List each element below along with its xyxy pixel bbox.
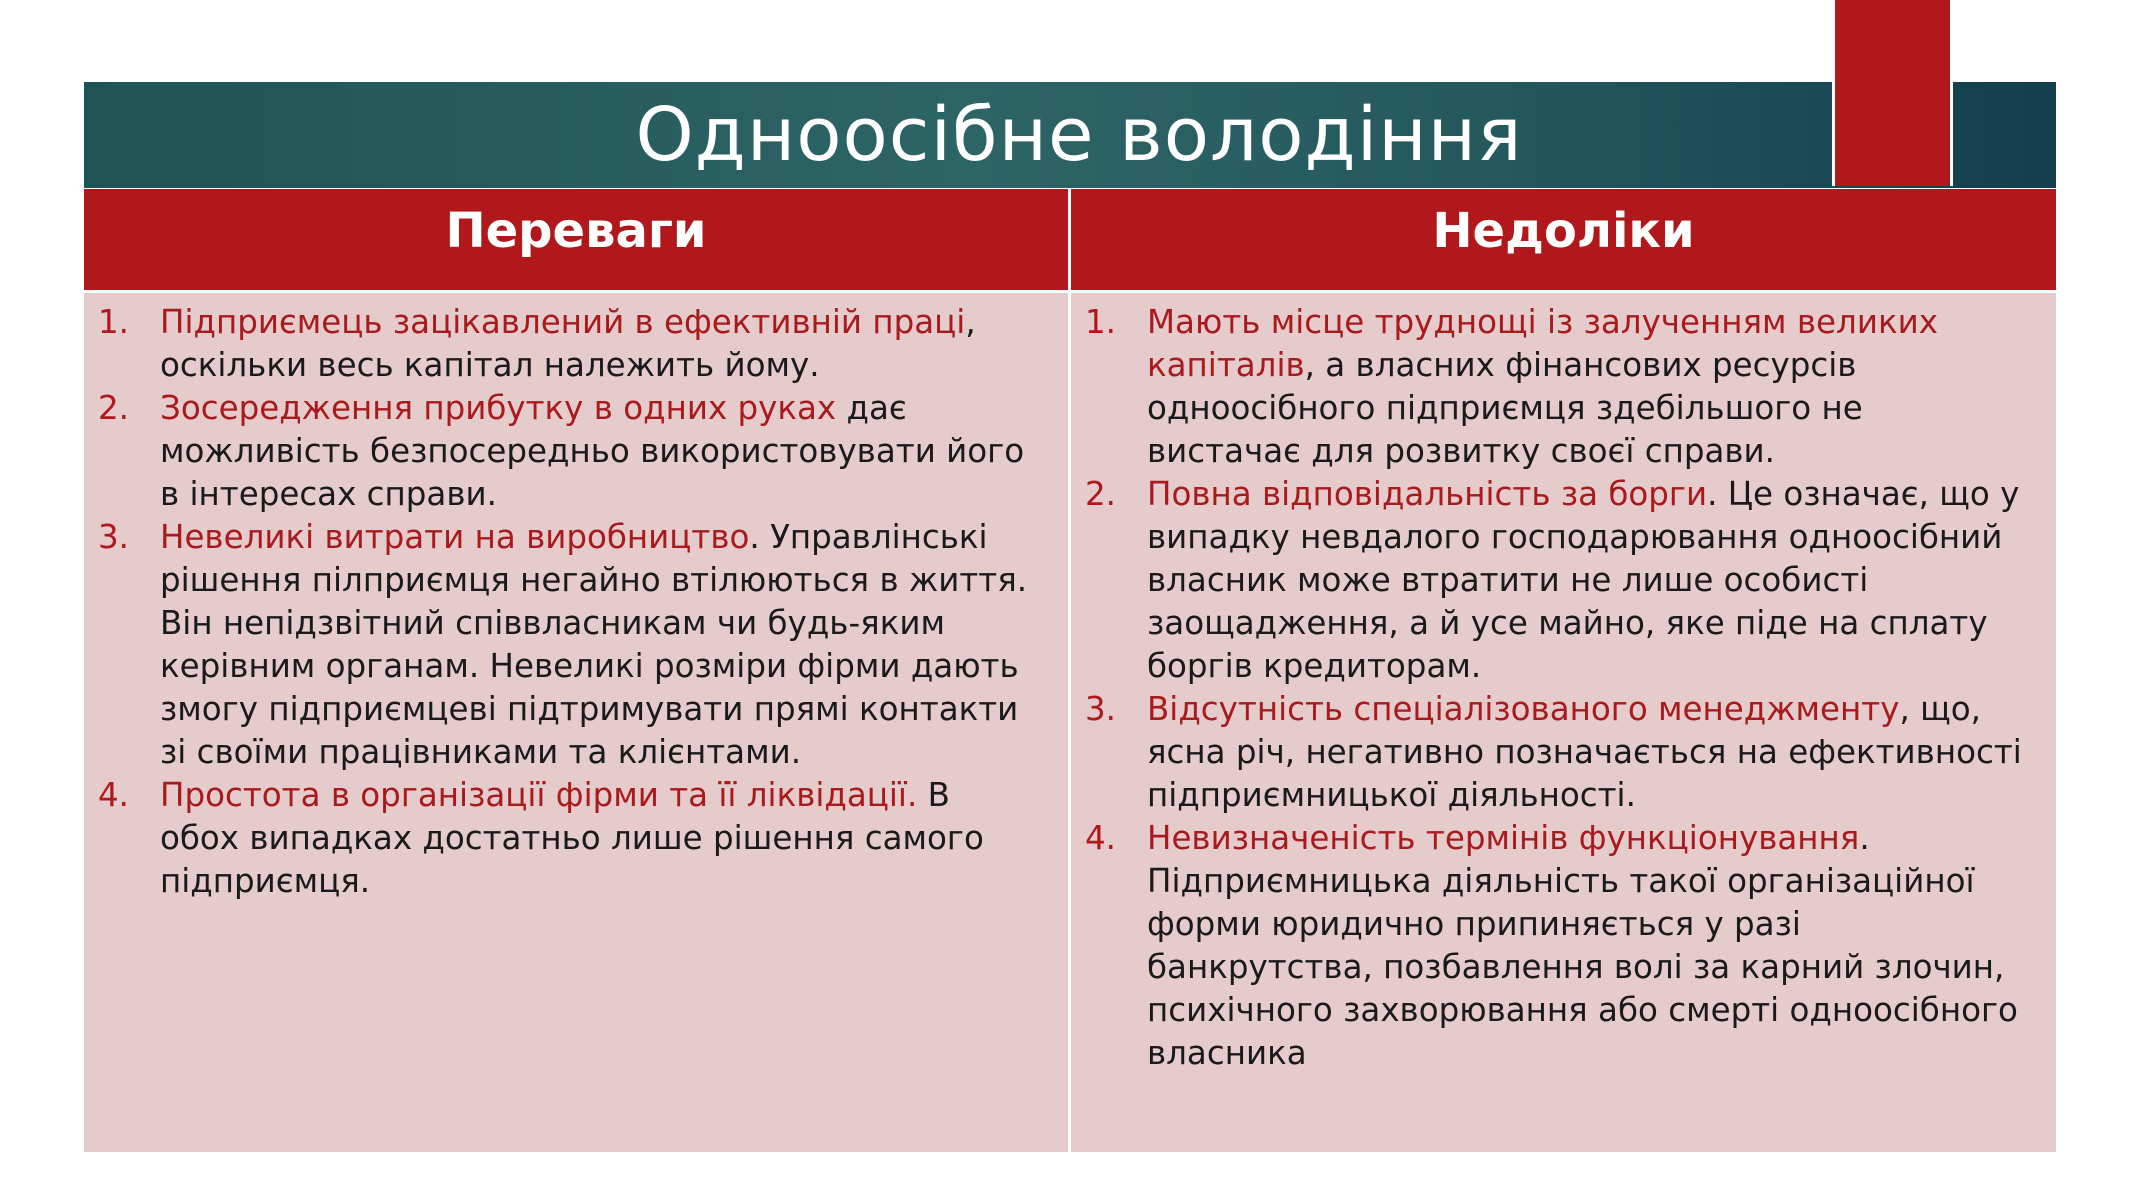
disadvantages-body [1071,293,2056,1152]
list-item [98,516,1038,774]
item-highlight: Відсутність спеціалізованого менеджменту [1147,690,1900,728]
item-text: , а власних фінансових ресурсів одноосібного підприємця здебільшого не вистачає для розвитку своєї справи. [1147,346,1863,470]
disadvantages-column [1071,189,2056,1152]
comparison-table [84,189,2056,1152]
item-text: , оскільки весь капітал належить йому. [160,303,976,384]
item-text: , що, ясна річ, негативно позначається на ефективності підприємницької діяльності. [1147,690,2022,814]
item-number: 3. [98,518,130,556]
accent-tab [1832,0,1953,186]
item-text: . Це означає, що у випадку невдалого господарювання одноосібний власник може втратити не лише особисті заощадження, а й усе майно, яке піде на сплату боргів кредиторам. [1147,475,2020,685]
advantages-list [98,301,1038,903]
list-item [1085,688,2026,817]
item-highlight: Невеликі витрати на виробництво [160,518,750,556]
list-item [98,301,1038,387]
list-item [1085,473,2026,688]
item-highlight: Невизначеність термінів функціонування [1147,819,1860,857]
list-item [98,387,1038,516]
disadvantages-list [1085,301,2026,1075]
item-number: 4. [1085,819,1117,857]
item-highlight: Повна відповідальність за борги [1147,475,1708,513]
item-text: дає можливість безпосередньо використовувати його в інтересах справи. [160,389,1025,513]
item-number: 2. [1085,475,1117,513]
item-highlight: Мають місце труднощі із залученням великих капіталів [1147,303,1938,384]
item-text: В обох випадках достатньо лише рішення самого підприємця. [160,776,984,900]
list-item [1085,301,2026,473]
item-number: 1. [1085,303,1117,341]
advantages-column [84,189,1068,1152]
list-item [98,774,1038,903]
advantages-header: Переваги [84,189,1068,293]
slide-title: Одноосібне володіння [635,92,1523,178]
item-highlight: Підприємець зацікавлений в ефективній праці [160,303,966,341]
item-number: 1. [98,303,130,341]
disadvantages-header: Недоліки [1071,189,2056,293]
item-highlight: Простота в організації фірми та її ліквідації. [160,776,918,814]
item-text: . Підприємницька діяльність такої організаційної форми юридично припиняється у разі банкрутства, позбавлення волі за карний злочин, психічного захворювання або смерті одноосібного власника [1147,819,2018,1072]
list-item [1085,817,2026,1075]
item-number: 3. [1085,690,1117,728]
item-number: 4. [98,776,130,814]
item-highlight: Зосередження прибутку в одних руках [160,389,837,427]
item-number: 2. [98,389,130,427]
item-text: . Управлінські рішення пілприємця негайно втілюються в життя. Він непідзвітний співвласникам чи будь-яким керівним органам. Невеликі розміри фірми дають змогу підприємцеві підтримувати прямі контакти зі своїми працівниками та клієнтами. [160,518,1028,771]
title-bar [84,82,2056,188]
advantages-body [84,293,1068,1152]
